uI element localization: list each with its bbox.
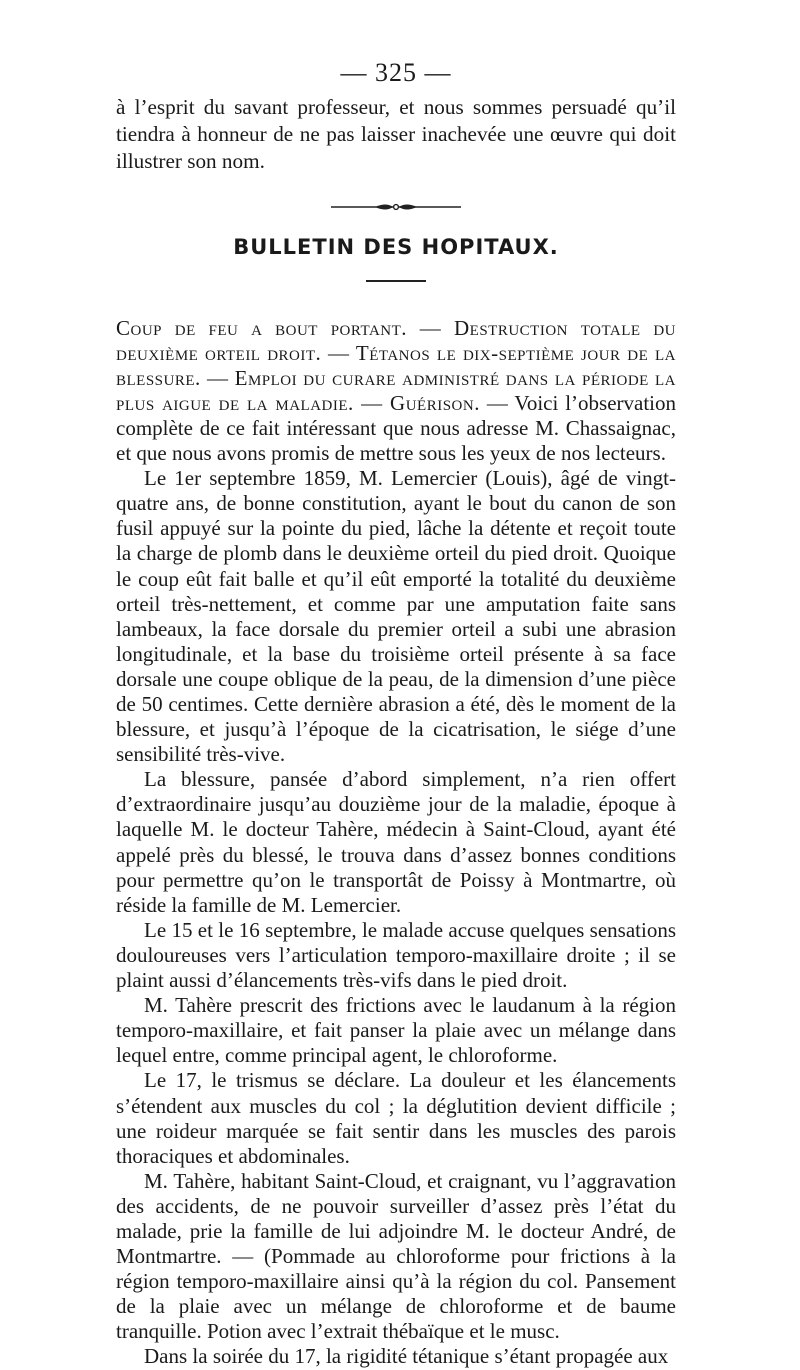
page-number: — 325 — [340,58,452,87]
paragraph-2: La blessure, pansée d’abord simplement, n’a rien offert d’extraordinaire jusqu’au douzième jour de la maladie, époque à laquelle M. le docteur Tahère, médecin à Saint-Cloud, ayant été appelé près du blessé, le trouva dans d’assez bonnes conditions pour permettre qu’on le transportât de Poissy à Montmartre, où réside la famille de M. Lemercier. [116,767,676,917]
paragraph-7: Dans la soirée du 17, la rigidité tétanique s’étant propagée aux [144,1344,669,1369]
paragraph-6: M. Tahère, habitant Saint-Cloud, et craignant, vu l’aggravation des accidents, de ne pouvoir surveiller d’assez près l’état du malade, prie la famille de lui adjoindre M. le docteur André, de Montmartre. — (Pommade au chloroforme pour frictions à la région temporo-maxillaire ainsi qu’à la région du col. Pansement de la plaie avec un mélange de chloroforme et de baume tranquille. Potion avec l’extrait thébaïque et le musc. [116,1168,676,1344]
paragraph-5: Le 17, le trismus se déclare. La douleur et les élancements s’étendent aux muscles du col ; la déglutition devient difficile ; une roideur marquée se fait sentir dans les muscles des parois thoraciques et abdominales. [116,1068,676,1168]
article-intro-rest: — Voici l’observation complète de ce fait intéressant que nous adresse M. Chassaignac, et que nous avons promis de mettre sous les yeux de nos lecteurs. [116,390,676,466]
intro-text: à l’esprit du savant professeur, et nous sommes persuadé qu’il tiendra à honneur de ne pas laisser inachevée une œuvre qui doit illustrer son nom. [116,95,676,174]
article-body [116,316,676,1370]
section-title: BULLETIN DES HOPITAUX. [233,234,559,259]
intro-paragraph [116,94,676,176]
title-rule [366,280,426,282]
paragraph-1: Le 1er septembre 1859, M. Lemercier (Louis), âgé de vingt-quatre ans, de bonne constitution, ayant le bout du canon de son fusil appuyé sur la pointe du pied, lâche la détente et reçoit toute la charge de plomb dans le deuxième orteil du pied droit. Quoique le coup eût fait balle et qu’il eût emporté la totalité du deuxième orteil très-nettement, et comme par une amputation faite sans lambeaux, la face dorsale du premier orteil a subi une abrasion longitudinale, et la base du troisième orteil présente à sa face dorsale une coupe oblique de la peau, de la dimension d’une pièce de 50 centimes. Cette dernière abrasion a été, dès le moment de la blessure, et jusqu’à l’époque de la cicatrisation, le siége d’une sensibilité très-vive. [116,466,676,767]
paragraph-3: Le 15 et le 16 septembre, le malade accuse quelques sensations douloureuses vers l’articulation temporo-maxillaire droite ; il se plaint aussi d’élancements très-vifs dans le pied droit. [116,917,676,993]
article-first-paragraph [116,316,676,467]
article-title: Coup de feu a bout portant. — Destruction totale du deuxième orteil droit. — Tétanos le dix-septième jour de la blessure. — Emploi du curare administré dans la période la plus aigue de la maladie. — Guérison. [116,315,676,415]
ornament-divider [331,202,461,212]
paragraph-4: M. Tahère prescrit des frictions avec le laudanum à la région temporo-maxillaire, et fait panser la plaie avec un mélange dans lequel entre, comme principal agent, le chloroforme. [116,993,676,1068]
